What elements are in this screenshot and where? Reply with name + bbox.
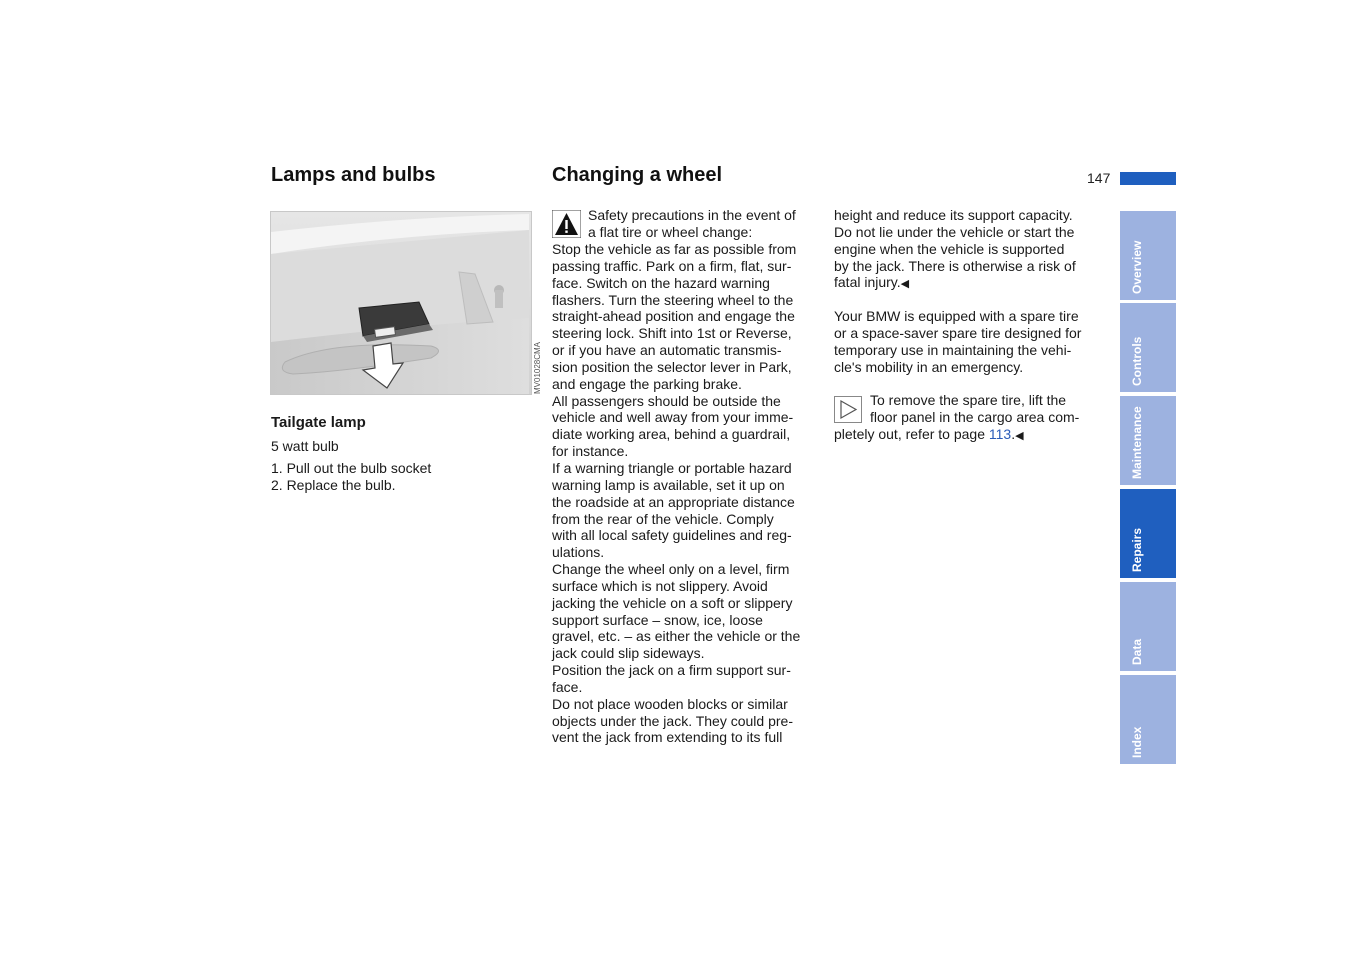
- tab-repairs[interactable]: [1120, 489, 1176, 578]
- text-line: with all local safety guidelines and reg-: [552, 527, 792, 544]
- lamp-steps-list: [271, 460, 431, 494]
- spare-tire-info: [834, 308, 1109, 375]
- list-item: 2. Replace the bulb.: [271, 476, 396, 493]
- text-line: [834, 426, 1109, 445]
- text-line: Do not lie under the vehicle or start the: [834, 223, 1075, 240]
- page-number: 147: [1087, 170, 1111, 186]
- text-line: To remove the spare tire, lift the: [870, 392, 1067, 408]
- text-line: a flat tire or wheel change:: [588, 223, 753, 240]
- text-line: by the jack. There is otherwise a risk of: [834, 257, 1076, 274]
- text-line-content: .: [1011, 426, 1016, 442]
- text-line: face. Switch on the hazard warning: [552, 274, 770, 291]
- end-mark-icon: ◀: [1015, 430, 1024, 442]
- tab-label: Controls: [1130, 336, 1144, 386]
- text-line: and engage the parking brake.: [552, 375, 742, 392]
- text-line: floor panel in the cargo area com-: [870, 408, 1080, 425]
- text-line: cle's mobility in an emergency.: [834, 358, 1024, 375]
- bulb-spec: 5 watt bulb: [271, 438, 339, 454]
- text-line: temporary use in maintaining the vehi-: [834, 341, 1072, 358]
- text-line: sion position the selector lever in Park,: [552, 358, 792, 375]
- text-line: flashers. Turn the steering wheel to the: [552, 291, 794, 308]
- list-item: 1. Pull out the bulb socket: [271, 460, 432, 476]
- text-line: diate working area, behind a guardrail,: [552, 426, 791, 443]
- spare-tire-note-last-line: [834, 426, 1109, 445]
- text-line: jacking the vehicle on a soft or slippery: [552, 594, 793, 611]
- tab-label: Index: [1130, 726, 1144, 758]
- spare-tire-note: [870, 392, 1110, 426]
- text-line: support surface – snow, ice, loose: [552, 611, 763, 628]
- text-line: Position the jack on a firm support sur-: [552, 662, 791, 679]
- text-line: height and reduce its support capacity.: [834, 207, 1073, 223]
- text-line: straight-ahead position and engage the: [552, 308, 795, 325]
- text-line: objects under the jack. They could pre-: [552, 712, 793, 729]
- jack-warning-continued: [834, 207, 1109, 293]
- tab-label: Repairs: [1130, 527, 1144, 572]
- text-line: or if you have an automatic transmis-: [552, 342, 782, 359]
- text-line: the roadside at an appropriate distance: [552, 493, 795, 510]
- text-line: vehicle and well away from your imme-: [552, 409, 794, 426]
- text-line: All passengers should be outside the: [552, 392, 781, 409]
- tab-label: Data: [1130, 638, 1144, 665]
- text-line-content: pletely out, refer to page: [834, 426, 989, 442]
- end-mark-icon: ◀: [900, 278, 910, 291]
- image-code: MV01028CMA: [533, 341, 542, 394]
- tab-label: Overview: [1130, 240, 1144, 294]
- tab-maintenance[interactable]: [1120, 396, 1176, 485]
- text-line: vent the jack from extending to its full: [552, 729, 783, 746]
- text-line: Do not place wooden blocks or similar: [552, 695, 788, 712]
- text-line: warning lamp is available, set it up on: [552, 476, 785, 493]
- text-line: or a space-saver spare tire designed for: [834, 324, 1082, 341]
- text-line: from the rear of the vehicle. Comply: [552, 510, 774, 527]
- text-line: Stop the vehicle as far as possible from: [552, 241, 797, 257]
- text-line: engine when the vehicle is supported: [834, 240, 1065, 257]
- tailgate-lamp-illustration: [270, 211, 532, 395]
- text-line: for instance.: [552, 443, 629, 460]
- tab-index[interactable]: [1120, 675, 1176, 764]
- text-line: Change the wheel only on a level, firm: [552, 561, 790, 578]
- warning-icon: [552, 210, 581, 238]
- tailgate-lamp-heading: Tailgate lamp: [271, 414, 366, 431]
- text-line: surface which is not slippery. Avoid: [552, 577, 768, 594]
- wheel-change-safety-text: [552, 241, 827, 746]
- text-line: face.: [552, 678, 583, 695]
- text-line: [834, 274, 1109, 293]
- section-title-lamps: Lamps and bulbs: [271, 164, 436, 186]
- text-line: If a warning triangle or portable hazard: [552, 459, 792, 476]
- warning-intro: [588, 207, 823, 241]
- tab-controls[interactable]: [1120, 303, 1176, 392]
- tailgate-illustration-drawing: [271, 212, 531, 394]
- tab-data[interactable]: [1120, 582, 1176, 671]
- tab-overview[interactable]: [1120, 211, 1176, 300]
- text-line-content: fatal injury.: [834, 274, 901, 291]
- text-line: Safety precautions in the event of: [588, 207, 796, 223]
- text-line: gravel, etc. – as either the vehicle or the: [552, 628, 801, 645]
- text-line: Your BMW is equipped with a spare tire: [834, 308, 1079, 324]
- text-line: steering lock. Shift into 1st or Reverse,: [552, 325, 792, 342]
- section-title-changing-wheel: Changing a wheel: [552, 164, 723, 186]
- page-113-link[interactable]: 113: [988, 426, 1012, 442]
- tab-label: Maintenance: [1130, 406, 1144, 479]
- text-line: passing traffic. Park on a firm, flat, sur-: [552, 257, 792, 274]
- page-number-bar: [1120, 172, 1176, 185]
- text-line: jack could slip sideways.: [552, 645, 705, 662]
- text-line: ulations.: [552, 544, 605, 561]
- note-arrow-icon: [834, 396, 862, 423]
